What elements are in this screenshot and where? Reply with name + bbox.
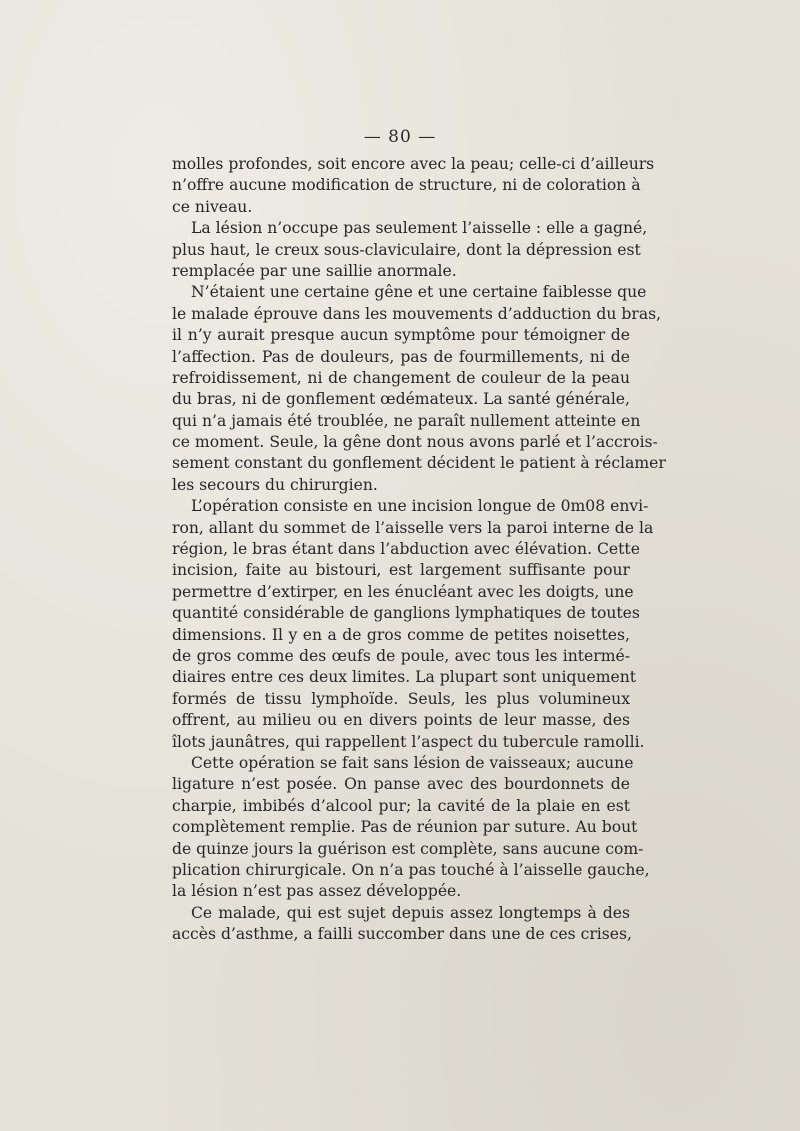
text-line: La lésion n’occupe pas seulement l’aisselle : elle a gagné, (191, 219, 648, 238)
text-line: complètement remplie. Pas de réunion par suture. Au bout (172, 818, 638, 837)
text-line: incision, faite au bistouri, est largement suffisante pour (172, 561, 630, 580)
text-line: qui n’a jamais été troublée, ne paraît nullement atteinte en (172, 411, 641, 430)
text-line: ligature n’est posée. On panse avec des bourdonnets de (172, 775, 630, 794)
text-line: accès d’asthme, a failli succomber dans une de ces crises, (172, 925, 632, 944)
text-line: ce niveau. (172, 197, 253, 216)
text-line: remplacée par une saillie anormale. (172, 261, 457, 280)
text-line: L’opération consiste en une incision longue de 0m08 envi- (191, 497, 649, 516)
text-line: dimensions. Il y en a de gros comme de petites noisettes, (172, 625, 630, 644)
text-line: molles profondes, soit encore avec la peau; celle-ci d’ailleurs (172, 155, 655, 173)
body-text (172, 154, 666, 945)
text-line: N’étaient une certaine gêne et une certaine faiblesse que (191, 283, 647, 302)
text-line: îlots jaunâtres, qui rappellent l’aspect du tubercule ramolli. (172, 732, 645, 751)
text-line: ce moment. Seule, la gêne dont nous avons parlé et l’accrois- (172, 433, 658, 452)
text-line: Ce malade, qui est sujet depuis assez longtemps à des (191, 903, 630, 922)
text-line: quantité considérable de ganglions lymphatiques de toutes (172, 604, 640, 623)
text-line: Cette opération se fait sans lésion de vaisseaux; aucune (191, 753, 634, 772)
text-line: refroidissement, ni de changement de couleur de la peau (172, 368, 630, 387)
text-line: de quinze jours la guérison est complète, sans aucune com- (172, 839, 644, 858)
text-line: offrent, au milieu ou en divers points de leur masse, des (172, 711, 630, 730)
text-line: les secours du chirurgien. (172, 475, 378, 494)
text-line: ron, allant du sommet de l’aisselle vers la paroi interne de la (172, 518, 654, 537)
text-line: plus haut, le creux sous-claviculaire, dont la dépression est (172, 240, 641, 259)
text-line: charpie, imbibés d’alcool pur; la cavité de la plaie en est (172, 796, 630, 815)
text-line: sement constant du gonflement décident le patient à réclamer (172, 454, 666, 473)
text-line: l’affection. Pas de douleurs, pas de fourmillements, ni de (172, 347, 630, 366)
text-line: n’offre aucune modification de structure, ni de coloration à (172, 176, 641, 195)
text-line: permettre d’extirper, en les énucléant avec les doigts, une (172, 582, 634, 601)
text-line: diaires entre ces deux limites. La plupart sont uniquement (172, 668, 637, 687)
text-line: plication chirurgicale. On n’a pas touché à l’aisselle gauche, (172, 860, 650, 879)
page-number: — 80 — (363, 127, 437, 147)
text-line: du bras, ni de gonflement œdémateux. La santé générale, (172, 390, 630, 409)
text-line: de gros comme des œufs de poule, avec tous les intermé- (172, 646, 630, 665)
text-line: région, le bras étant dans l’abduction avec élévation. Cette (172, 540, 640, 559)
text-line: le malade éprouve dans les mouvements d’adduction du bras, (172, 304, 662, 323)
text-line: il n’y aurait presque aucun symptôme pour témoigner de (172, 326, 630, 345)
text-line: formés de tissu lymphoïde. Seuls, les plus volumineux (172, 689, 630, 708)
text-line: la lésion n’est pas assez développée. (172, 882, 462, 901)
